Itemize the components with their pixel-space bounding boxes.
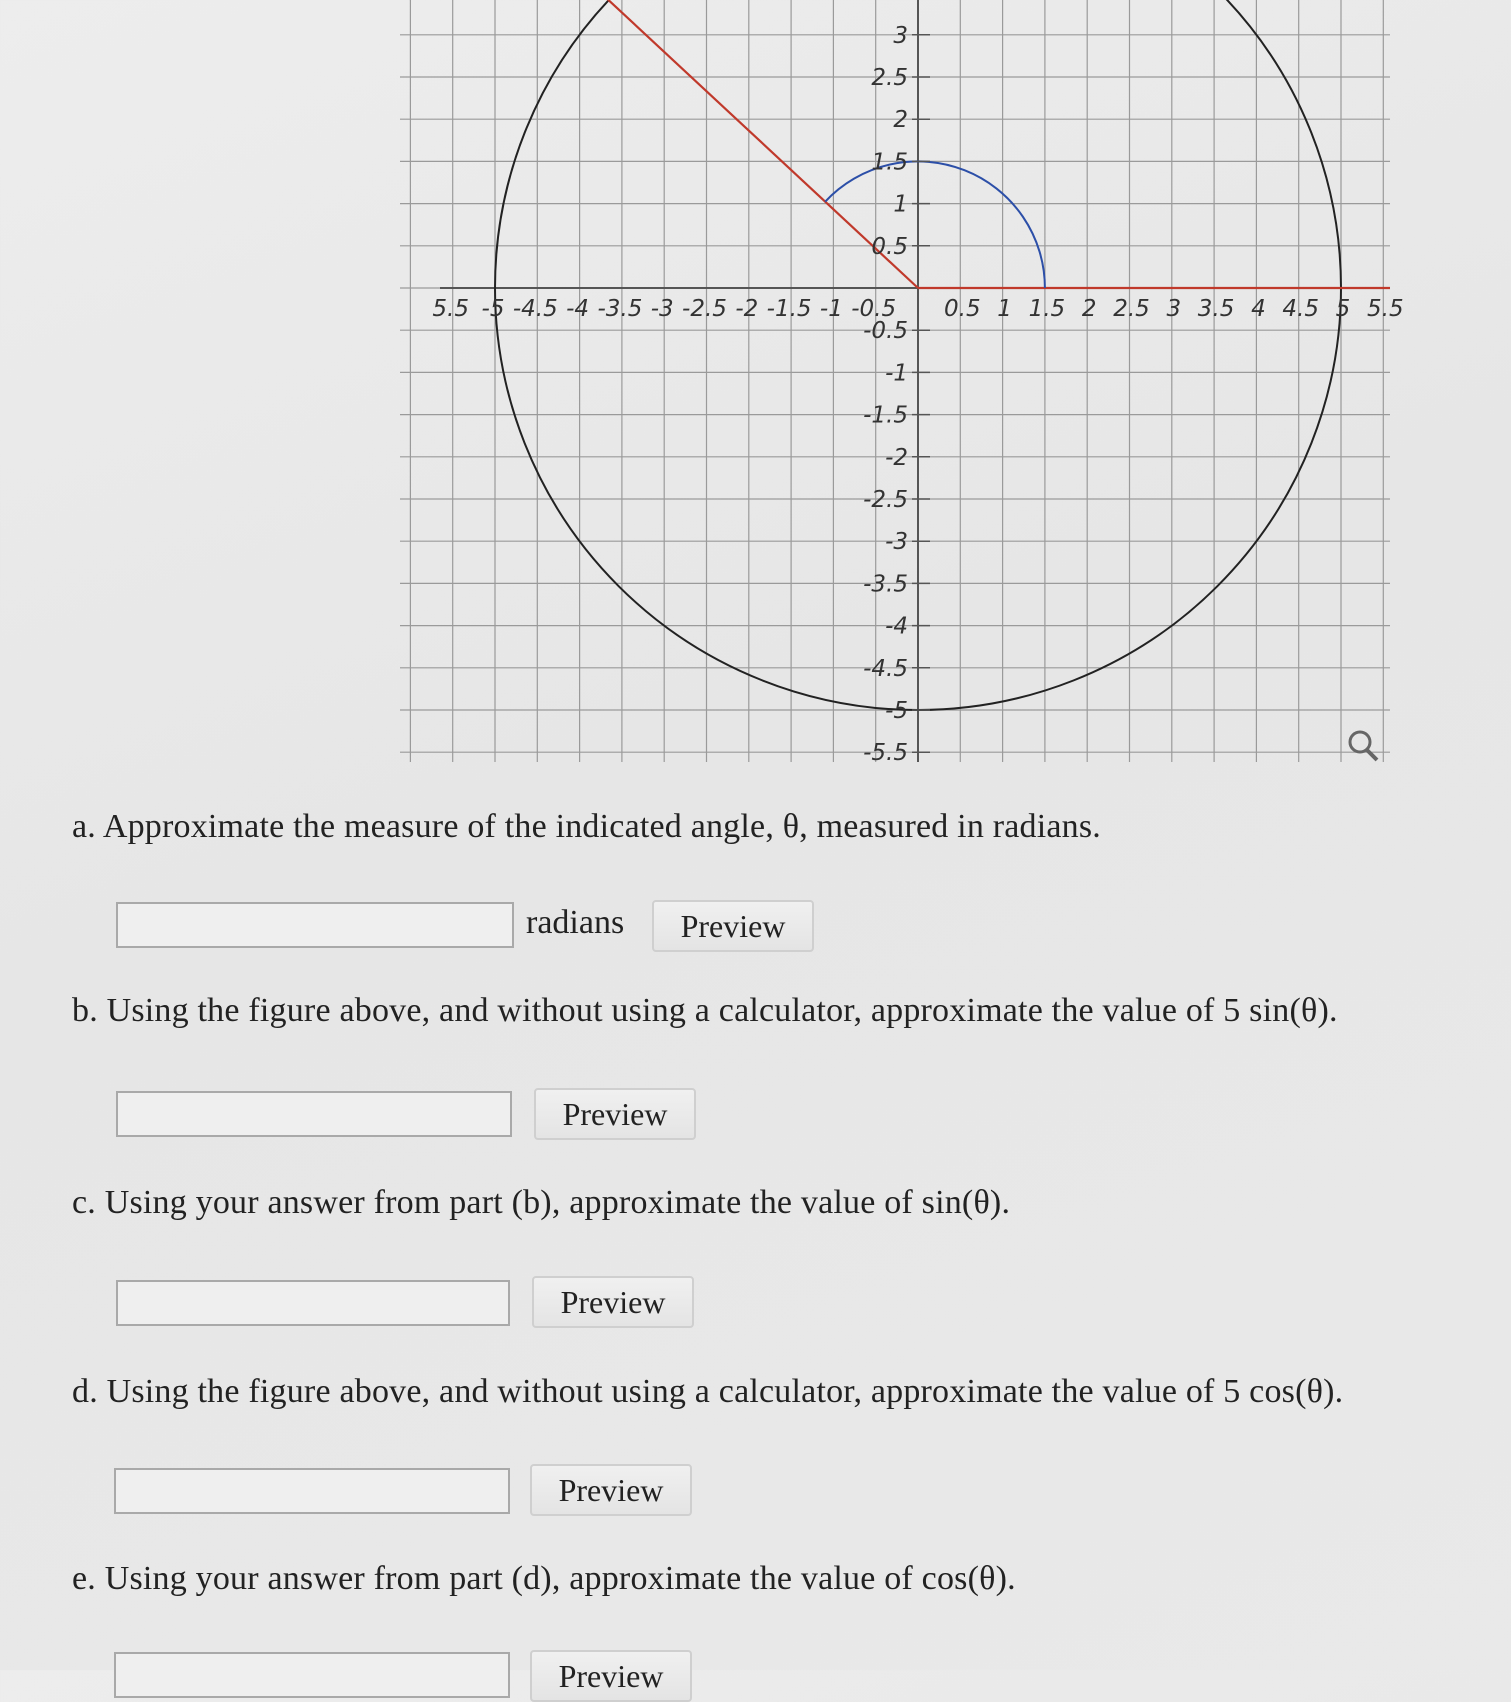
y-tick-label: -5 — [885, 698, 908, 724]
preview-e-button[interactable]: Preview — [530, 1650, 692, 1702]
coordinate-graph — [432, 0, 1404, 770]
question-d-text: d. Using the figure above, and without using a calculator, approximate the value of 5 cos(θ). — [72, 1373, 1344, 1410]
x-tick-label: -1.5 — [766, 296, 812, 322]
radians-label: radians — [526, 904, 625, 941]
question-b-text: b. Using the figure above, and without using a calculator, approximate the value of 5 sin(θ). — [72, 992, 1338, 1029]
y-tick-label: -4.5 — [863, 655, 908, 682]
answer-a-input[interactable] — [116, 902, 514, 948]
answer-d-input[interactable] — [114, 1468, 510, 1514]
y-tick-label: -1 — [885, 360, 908, 387]
y-tick-label: -2.5 — [863, 487, 908, 513]
y-tick-label: 2.5 — [871, 65, 908, 91]
x-tick-label: 5.5 — [1367, 296, 1404, 322]
x-tick-label: 3 — [1166, 296, 1182, 322]
y-tick-label: -1.5 — [863, 402, 908, 429]
x-tick-label: 5 — [1335, 296, 1351, 322]
y-tick-label: 1 — [893, 191, 908, 218]
x-tick-label: -4 — [566, 296, 590, 322]
y-tick-label: -2 — [885, 444, 908, 471]
y-tick-label: 0.5 — [871, 233, 908, 260]
y-tick-label: 2 — [893, 107, 908, 134]
x-tick-label: 1.5 — [1028, 296, 1066, 322]
x-tick-label: 0.5 — [944, 296, 981, 322]
preview-a-button[interactable]: Preview — [652, 900, 814, 952]
y-tick-label: -0.5 — [863, 318, 908, 345]
question-e-text: e. Using your answer from part (d), approximate the value of cos(θ). — [72, 1560, 1016, 1597]
x-tick-label: -1 — [819, 296, 843, 322]
x-tick-label: 3.5 — [1197, 296, 1235, 322]
x-tick-label: 2 — [1081, 296, 1097, 322]
y-tick-label: 3 — [893, 22, 908, 49]
preview-d-button[interactable]: Preview — [530, 1464, 692, 1516]
x-tick-label: -2.5 — [682, 296, 727, 322]
x-tick-label: -0.5 — [851, 296, 897, 322]
y-tick-label: -4 — [885, 613, 908, 640]
x-tick-label: 2.5 — [1113, 296, 1150, 322]
preview-c-button[interactable]: Preview — [532, 1276, 694, 1328]
x-tick-label: 5.5 — [432, 296, 469, 322]
x-tick-label: 1 — [997, 296, 1012, 322]
graph-figure — [432, 0, 1404, 770]
answer-c-input[interactable] — [116, 1280, 510, 1326]
question-c-text: c. Using your answer from part (b), approximate the value of sin(θ). — [72, 1184, 1011, 1221]
x-tick-label: -3 — [650, 296, 674, 322]
x-tick-label: -3.5 — [597, 296, 643, 322]
y-tick-label: -5.5 — [863, 740, 908, 767]
magnifier-icon[interactable] — [1350, 732, 1377, 760]
x-tick-label: -4.5 — [512, 296, 558, 322]
x-tick-label: -2 — [735, 296, 759, 322]
x-tick-label: 4.5 — [1282, 296, 1319, 322]
y-tick-label: -3.5 — [863, 571, 908, 598]
x-tick-label: 4 — [1251, 296, 1266, 322]
angle-arc — [825, 161, 1045, 288]
answer-b-input[interactable] — [116, 1091, 512, 1137]
y-tick-label: 1.5 — [871, 149, 908, 176]
preview-b-button[interactable]: Preview — [534, 1088, 696, 1140]
question-a-text: a. Approximate the measure of the indicated angle, θ, measured in radians. — [72, 808, 1102, 845]
answer-e-input[interactable] — [114, 1652, 510, 1698]
terminal-ray — [547, 0, 918, 288]
x-tick-label: -5 — [481, 296, 505, 322]
y-tick-label: -3 — [885, 529, 908, 556]
